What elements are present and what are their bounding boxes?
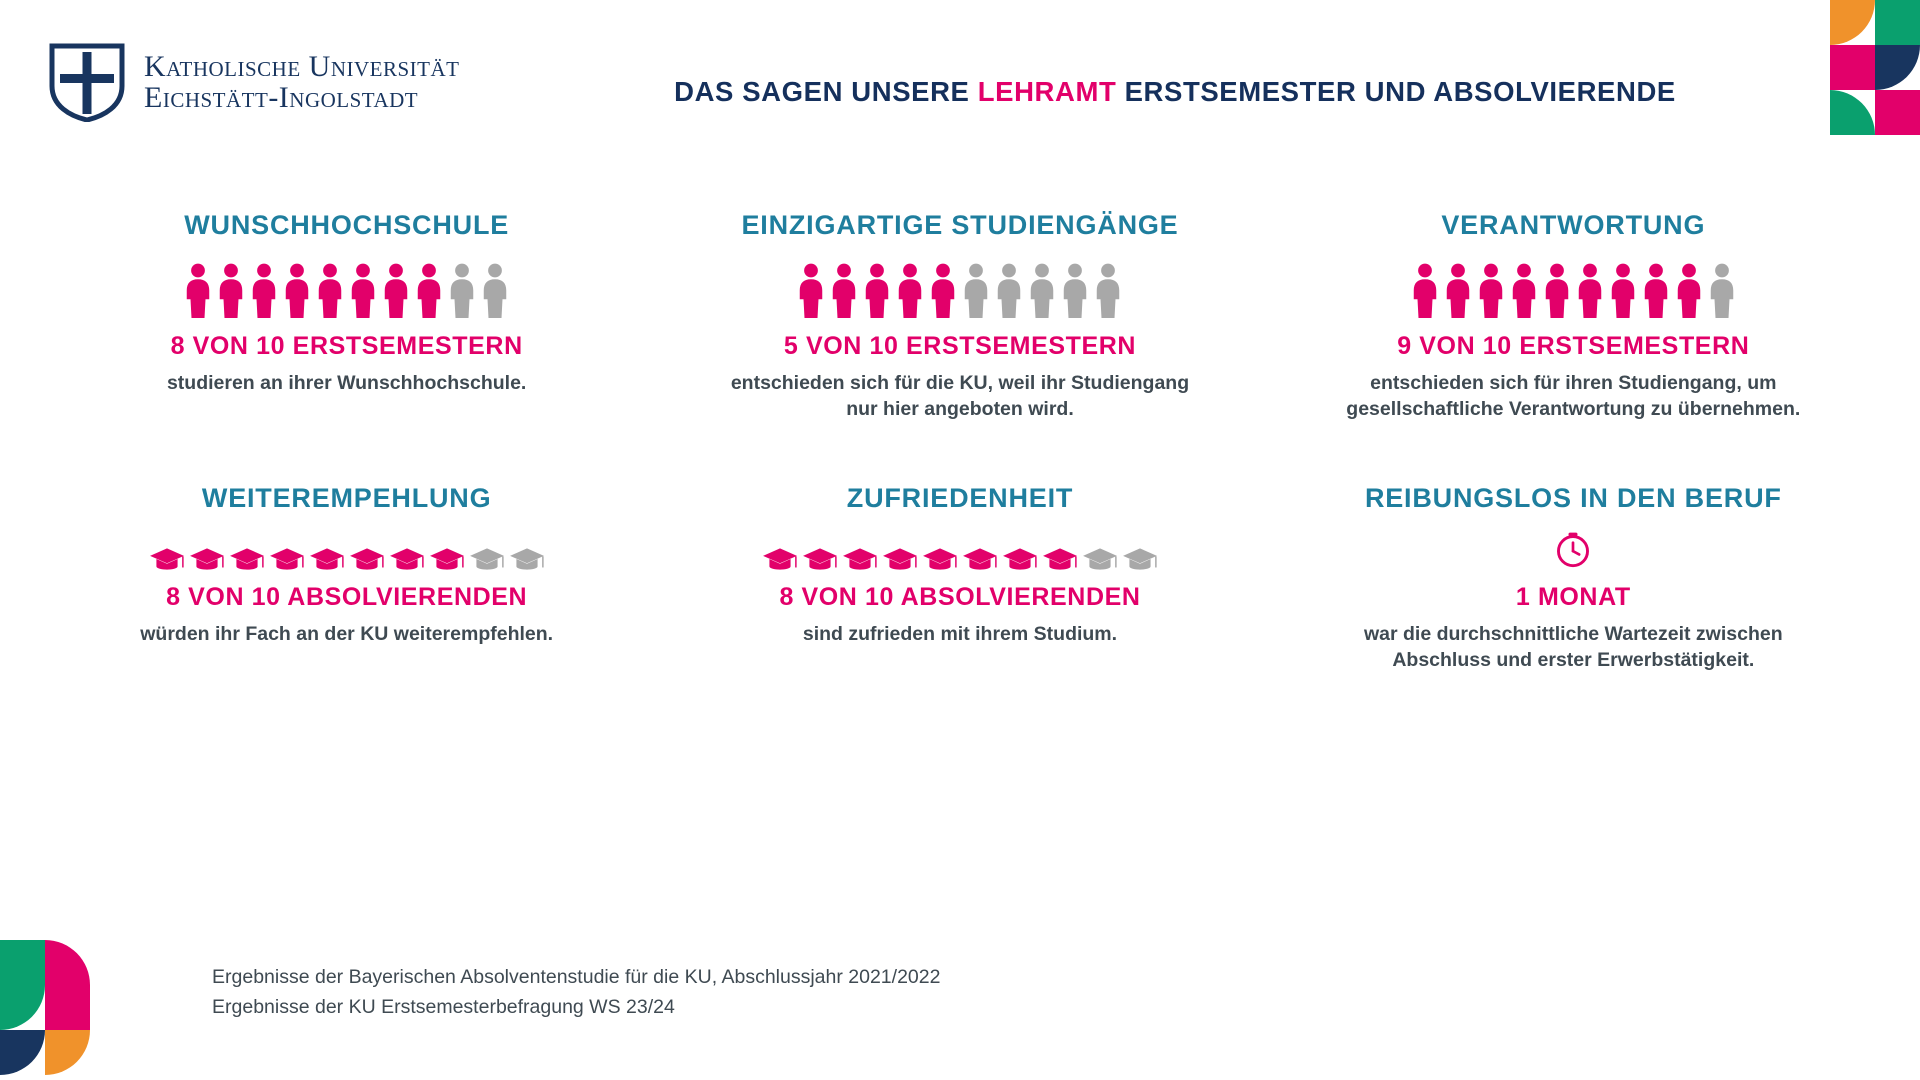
person-icon (249, 263, 279, 318)
graduation-cap-icon (349, 547, 385, 571)
headline-part-1: DAS SAGEN UNSERE (674, 76, 978, 107)
person-icon-empty (1027, 263, 1057, 318)
stat-card-title: REIBUNGSLOS IN DEN BERUF (1364, 482, 1782, 513)
stat-value: 9 VON 10 ERSTSEMESTERN (1397, 331, 1750, 360)
person-icon-empty (480, 263, 510, 318)
logo-wordmark (144, 51, 459, 113)
person-icon-empty (447, 263, 477, 318)
person-icon (1410, 263, 1440, 318)
stat-card-title: WUNSCHHOCHSCHULE (184, 210, 510, 240)
footnote-line-2: Ergebnisse der KU Erstsemesterbefragung WS 23/24 (212, 995, 675, 1018)
person-icon (1608, 263, 1638, 318)
stat-description: war die durchschnittliche Wartezeit zwischen Abschluss und erster Erwerbstätigkeit. (1364, 622, 1783, 672)
stat-card-verantwortung (1267, 210, 1880, 423)
pictogram-cap-row-1 (64, 529, 629, 571)
stat-card-zufriedenheit (653, 483, 1266, 674)
headline-part-2: ERSTSEMESTER UND ABSOLVIERENDE (1116, 76, 1676, 107)
pictogram-person-row-2 (677, 260, 1242, 318)
person-icon (928, 263, 958, 318)
stat-card-title: VERANTWORTUNG (1441, 210, 1706, 240)
graduation-cap-icon (1042, 547, 1078, 571)
person-icon (381, 263, 411, 318)
person-icon (216, 263, 246, 318)
graduation-cap-icon (882, 547, 918, 571)
logo-line-1: Katholische Universität (144, 49, 460, 83)
stat-card-weiterempfehlung (40, 483, 653, 674)
stat-value: 8 VON 10 ABSOLVIERENDEN (779, 582, 1141, 611)
pictogram-cap-row-2 (677, 529, 1242, 571)
person-icon (1443, 263, 1473, 318)
headline-accent: LEHRAMT (977, 76, 1117, 107)
person-icon (414, 263, 444, 318)
person-icon (183, 263, 213, 318)
pictogram-clock-row (1291, 529, 1856, 571)
graduation-cap-icon (149, 547, 185, 571)
graduation-cap-icon (1002, 547, 1038, 571)
graduation-cap-icon (842, 547, 878, 571)
graduation-cap-icon (802, 547, 838, 571)
person-icon (862, 263, 892, 318)
stat-value: 8 VON 10 ERSTSEMESTERN (170, 331, 523, 360)
graduation-cap-icon (922, 547, 958, 571)
stat-value: 1 MONAT (1515, 582, 1631, 611)
logo-line-2: Eichstätt-Ingolstadt (144, 81, 419, 114)
stat-description: würden ihr Fach an der KU weiterempfehlen. (140, 622, 554, 645)
graduation-cap-icon (309, 547, 345, 571)
person-icon (796, 263, 826, 318)
person-icon (1509, 263, 1539, 318)
person-icon (1542, 263, 1572, 318)
footnote-line-1: Ergebnisse der Bayerischen Absolventenstudie für die KU, Abschlussjahr 2021/2022 (212, 965, 941, 988)
stat-card-einzigartige-studiengaenge (653, 210, 1266, 423)
page-title (560, 76, 1790, 108)
graduation-cap-icon (269, 547, 305, 571)
person-icon (1575, 263, 1605, 318)
graduation-cap-icon (762, 547, 798, 571)
graduation-cap-icon (229, 547, 265, 571)
person-icon-empty (1093, 263, 1123, 318)
stat-card-title: EINZIGARTIGE STUDIENGÄNGE (741, 210, 1179, 240)
person-icon (1641, 263, 1671, 318)
clock-icon (1554, 531, 1592, 569)
person-icon (282, 263, 312, 318)
stats-grid (40, 210, 1880, 674)
graduation-cap-icon (389, 547, 425, 571)
stat-value: 8 VON 10 ABSOLVIERENDEN (166, 582, 528, 611)
stat-description: studieren an ihrer Wunschhochschule. (166, 371, 527, 394)
graduation-cap-icon-empty (469, 547, 505, 571)
university-logo (48, 42, 459, 122)
stat-card-reibungslos-in-den-beruf (1267, 483, 1880, 674)
graduation-cap-icon-empty (1082, 547, 1118, 571)
graduation-cap-icon (429, 547, 465, 571)
stat-card-title: ZUFRIEDENHEIT (846, 482, 1074, 513)
ku-crest-icon (48, 42, 126, 122)
graduation-cap-icon (962, 547, 998, 571)
person-icon-empty (961, 263, 991, 318)
graduation-cap-icon-empty (509, 547, 545, 571)
decor-top-right (1770, 0, 1920, 135)
person-icon (1674, 263, 1704, 318)
pictogram-person-row-1 (64, 260, 629, 318)
person-icon (895, 263, 925, 318)
stat-card-title: WEITEREMPEHLUNG (201, 482, 492, 513)
graduation-cap-icon (189, 547, 225, 571)
pictogram-person-row-3 (1291, 260, 1856, 318)
person-icon (315, 263, 345, 318)
graduation-cap-icon-empty (1122, 547, 1158, 571)
person-icon (348, 263, 378, 318)
person-icon-empty (1707, 263, 1737, 318)
source-footnote (212, 962, 940, 1022)
stat-value: 5 VON 10 ERSTSEMESTERN (783, 331, 1137, 360)
header (0, 28, 1920, 138)
stat-description: entschieden sich für die KU, weil ihr Studiengang nur hier angeboten wird. (730, 371, 1190, 421)
stat-description: entschieden sich für ihren Studiengang, um gesellschaftliche Verantwortung zu übernehmen. (1346, 371, 1801, 421)
person-icon-empty (994, 263, 1024, 318)
person-icon (1476, 263, 1506, 318)
person-icon (829, 263, 859, 318)
decor-bottom-left (0, 920, 170, 1080)
person-icon-empty (1060, 263, 1090, 318)
stat-card-wunschhochschule (40, 210, 653, 423)
stat-description: sind zufrieden mit ihrem Studium. (802, 622, 1118, 645)
